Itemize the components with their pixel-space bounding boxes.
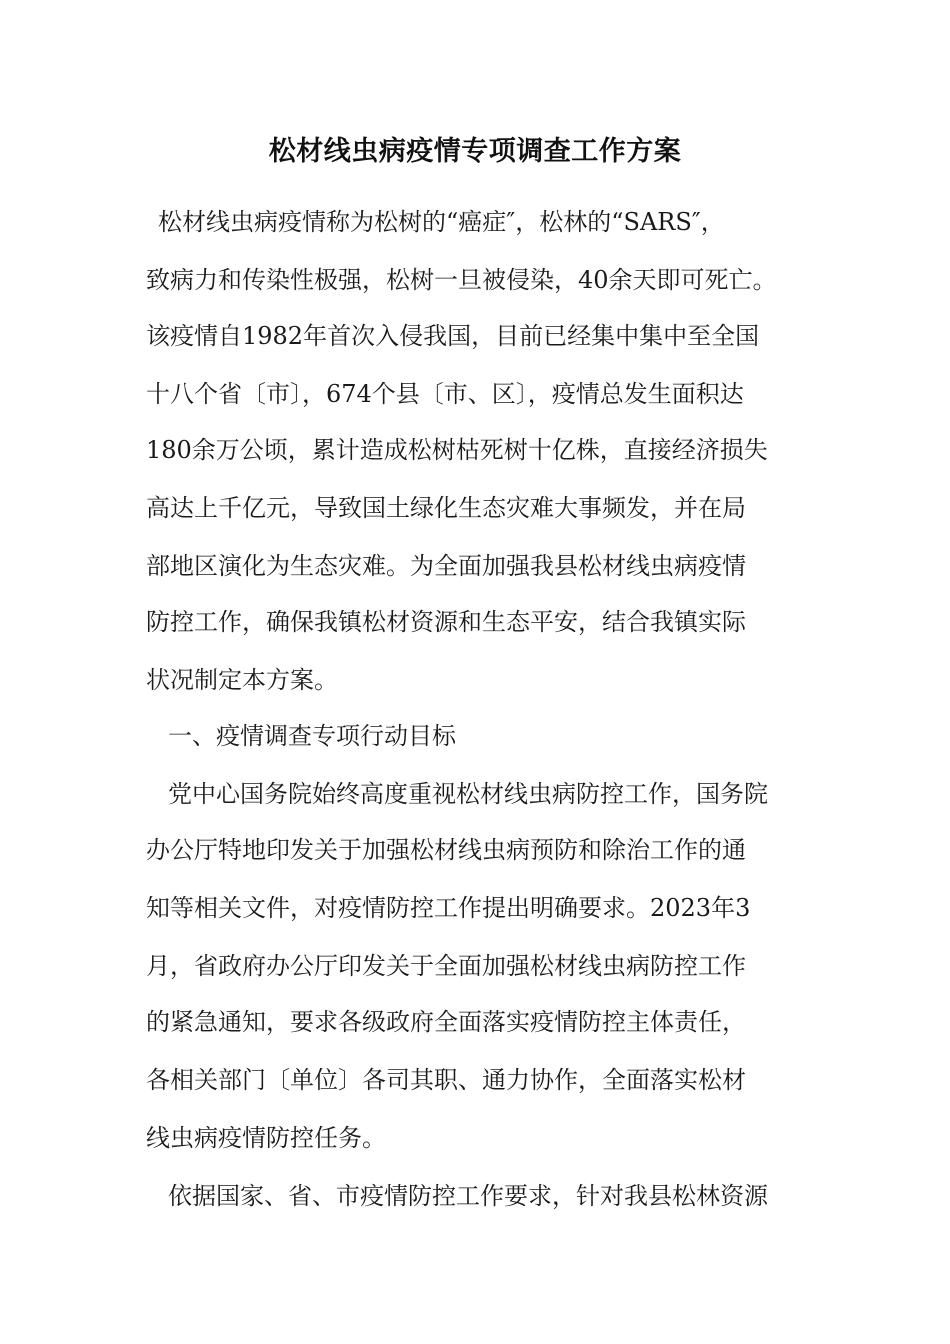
section-heading: 一、疫情调查专项行动目标	[168, 722, 456, 750]
paragraph-line: 高达上千亿元，导致国土绿化生态灾难大事频发，并在局	[146, 494, 746, 522]
paragraph-line: 党中心国务院始终高度重视松材线虫病防控工作，国务院	[168, 780, 768, 808]
paragraph-line: 致病力和传染性极强，松树一旦被侵染，40余天即可死亡。	[146, 266, 777, 294]
paragraph-line: 十八个省〔市〕，674个县〔市、区〕，疫情总发生面积达	[146, 380, 744, 408]
document-title: 松材线虫病疫情专项调查工作方案	[268, 136, 682, 167]
paragraph-line: 松材线虫病疫情称为松树的“癌症″，松林的“SARS″，	[158, 208, 725, 236]
paragraph-line: 部地区演化为生态灾难。为全面加强我县松材线虫病疫情	[146, 552, 746, 580]
paragraph-line: 该疫情自1982年首次入侵我国，目前已经集中集中至全国	[146, 322, 760, 350]
paragraph-line: 线虫病疫情防控任务。	[146, 1124, 386, 1152]
paragraph-line: 月，省政府办公厅印发关于全面加强松材线虫病防控工作	[146, 952, 746, 980]
paragraph-line: 180余万公顷，累计造成松树枯死树十亿株，直接经济损失	[146, 436, 768, 464]
paragraph-line: 依据国家、省、市疫情防控工作要求，针对我县松林资源	[168, 1182, 768, 1210]
paragraph-line: 知等相关文件，对疫情防控工作提出明确要求。2023年3	[146, 894, 751, 922]
paragraph-line: 办公厅特地印发关于加强松材线虫病预防和除治工作的通	[146, 836, 746, 864]
paragraph-line: 状况制定本方案。	[146, 666, 338, 694]
paragraph-line: 各相关部门〔单位〕各司其职、通力协作，全面落实松材	[146, 1066, 746, 1094]
paragraph-line: 防控工作，确保我镇松材资源和生态平安，结合我镇实际	[146, 608, 746, 636]
paragraph-line: 的紧急通知，要求各级政府全面落实疫情防控主体责任，	[146, 1008, 746, 1036]
